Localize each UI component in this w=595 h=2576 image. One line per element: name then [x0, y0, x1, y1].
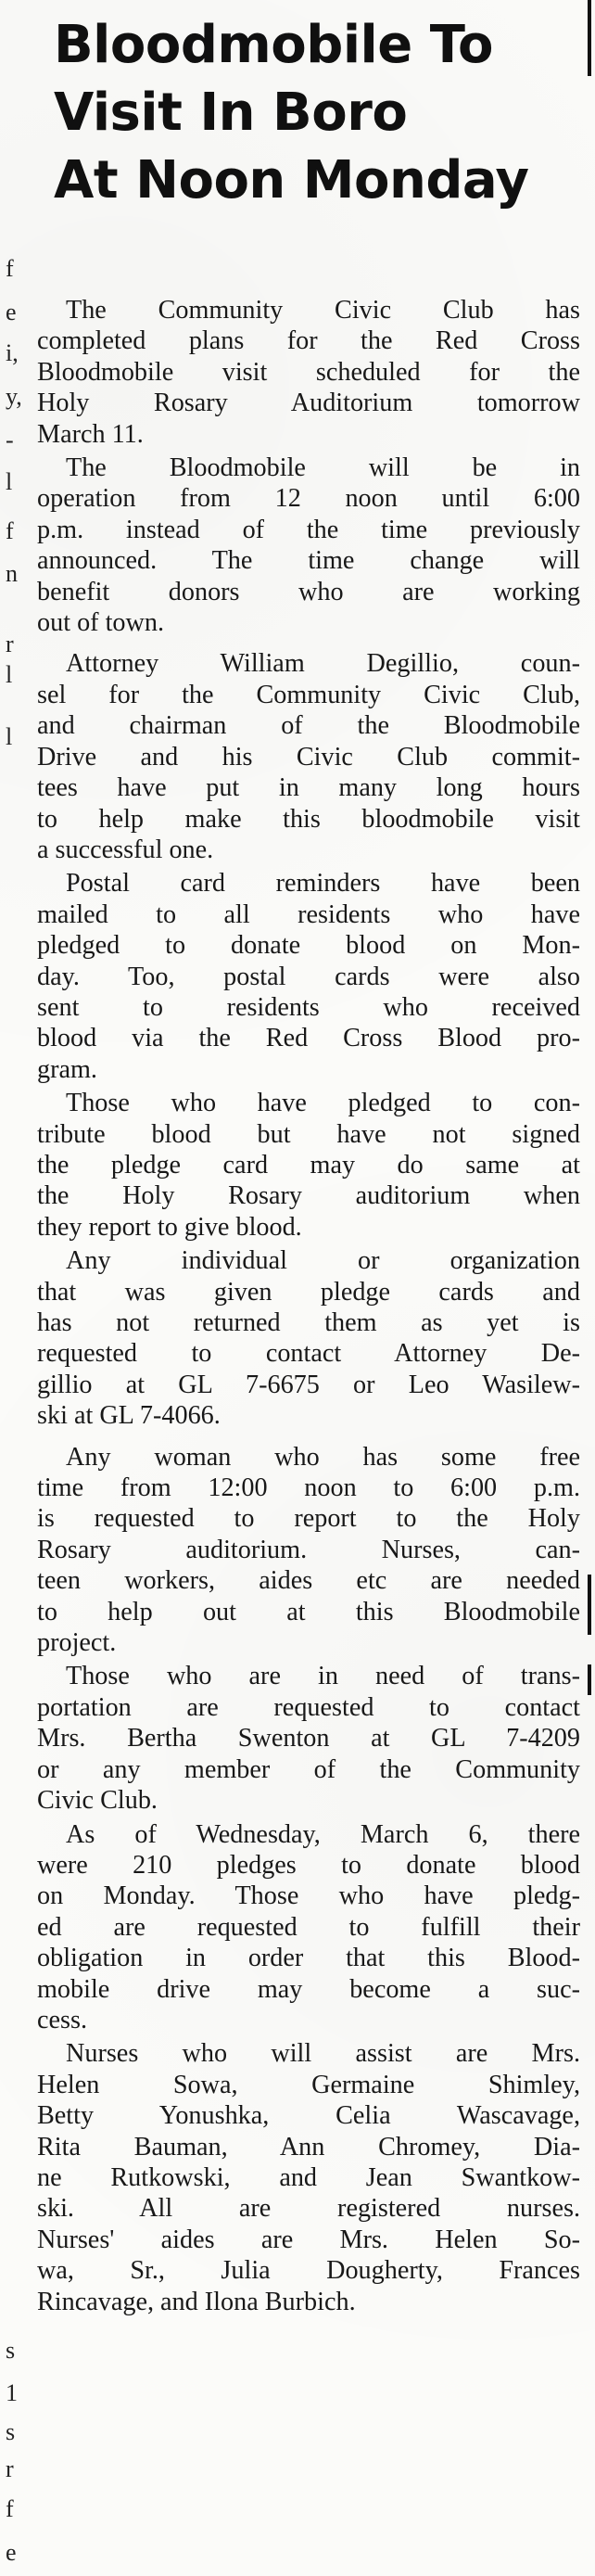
text-line: The Bloodmobile will be in: [66, 453, 580, 483]
news-article: [37, 11, 582, 2547]
text-line: March 11.: [37, 419, 144, 449]
text-line: wa, Sr., Julia Dougherty, Frances: [37, 2256, 580, 2286]
text-line: they report to give blood.: [37, 1212, 302, 1242]
text-line: has not returned them as yet is: [37, 1308, 580, 1337]
text-line: announced. The time change will: [37, 546, 580, 576]
left-text-fragment: s: [6, 2418, 16, 2445]
left-text-fragment: r: [6, 631, 14, 657]
left-text-fragment: e: [6, 2539, 17, 2566]
left-text-fragment: -: [6, 427, 14, 453]
text-line: Those who are in need of trans-: [66, 1662, 580, 1691]
text-line: on Monday. Those who have pledg-: [37, 1881, 580, 1911]
text-line: Any woman who has some free: [66, 1442, 580, 1472]
article-paragraph: [37, 648, 580, 865]
text-line: were 210 pledges to donate blood: [37, 1850, 580, 1880]
text-line: a successful one.: [37, 835, 214, 864]
text-line: Any individual or organization: [66, 1246, 580, 1276]
text-line: or any member of the Community: [37, 1754, 580, 1784]
text-line: benefit donors who are working: [37, 577, 580, 606]
text-line: time from 12:00 noon to 6:00 p.m.: [37, 1473, 580, 1503]
text-line: ski. All are registered nurses.: [37, 2194, 580, 2224]
text-line: out of town.: [37, 608, 165, 638]
text-line: Civic Club.: [37, 1786, 158, 1816]
article-paragraph: [37, 295, 580, 450]
column-rule-right-lower: [588, 1664, 591, 1695]
article-body: [37, 295, 580, 2320]
text-line: sel for the Community Civic Club,: [37, 680, 580, 709]
text-line: pledged to donate blood on Mon-: [37, 931, 580, 961]
text-line: Rosary auditorium. Nurses, can-: [37, 1535, 580, 1564]
left-text-fragment: 1: [6, 2379, 18, 2406]
left-text-fragment: f: [6, 2495, 14, 2522]
left-text-fragment: f: [6, 255, 14, 282]
text-line: operation from 12 noon until 6:00: [37, 484, 580, 514]
headline-line: Visit In Boro: [54, 83, 408, 143]
left-text-fragment: i,: [6, 339, 19, 366]
text-line: gillio at GL 7-6675 or Leo Wasilew-: [37, 1370, 580, 1399]
text-line: Those who have pledged to con-: [66, 1089, 580, 1118]
text-line: mailed to all residents who have: [37, 899, 580, 929]
text-line: p.m. instead of the time previously: [37, 515, 580, 544]
text-line: and chairman of the Bloodmobile: [37, 711, 580, 741]
headline-line: At Noon Monday: [54, 150, 529, 210]
text-line: blood via the Red Cross Blood pro-: [37, 1024, 580, 1053]
text-line: completed plans for the Red Cross: [37, 326, 580, 356]
text-line: cess.: [37, 2005, 88, 2034]
article-headline: [37, 11, 582, 214]
text-line: the Holy Rosary auditorium when: [37, 1181, 580, 1211]
text-line: ski at GL 7-4066.: [37, 1401, 221, 1431]
text-line: Betty Yonushka, Celia Wascavage,: [37, 2101, 580, 2131]
text-line: Bloodmobile visit scheduled for the: [37, 357, 580, 387]
article-paragraph: [37, 1661, 580, 1816]
left-text-fragment: n: [6, 560, 18, 587]
left-text-fragment: l: [6, 661, 13, 688]
text-line: Drive and his Civic Club commit-: [37, 742, 580, 772]
text-line: Holy Rosary Auditorium tomorrow: [37, 389, 580, 418]
text-line: to help make this bloodmobile visit: [37, 804, 580, 834]
left-text-fragment: s: [6, 2337, 16, 2364]
text-line: to help out at this Bloodmobile: [37, 1597, 580, 1626]
text-line: portation are requested to contact: [37, 1692, 580, 1722]
text-line: tribute blood but have not signed: [37, 1119, 580, 1149]
headline-line: Bloodmobile To: [54, 15, 493, 75]
text-line: As of Wednesday, March 6, there: [66, 1819, 580, 1849]
text-line: Nurses' aides are Mrs. Helen So-: [37, 2225, 580, 2254]
text-line: Attorney William Degillio, coun-: [66, 649, 580, 679]
text-line: teen workers, aides etc are needed: [37, 1566, 580, 1596]
column-rule-right-middle: [588, 1575, 591, 1635]
text-line: day. Too, postal cards were also: [37, 962, 580, 991]
adjacent-column-fragment: [0, 0, 24, 2576]
article-paragraph: [37, 1245, 580, 1431]
text-line: requested to contact Attorney De-: [37, 1339, 580, 1369]
paragraph-spacer: [37, 641, 580, 648]
left-text-fragment: l: [6, 723, 13, 750]
article-paragraph: [37, 868, 580, 1085]
text-line: sent to residents who received: [37, 992, 580, 1022]
text-line: is requested to report to the Holy: [37, 1504, 580, 1534]
text-line: mobile drive may become a suc-: [37, 1974, 580, 2004]
left-text-fragment: l: [6, 468, 13, 495]
article-paragraph: [37, 1819, 580, 2036]
text-line: The Community Civic Club has: [66, 296, 580, 325]
text-line: Rita Bauman, Ann Chromey, Dia-: [37, 2132, 580, 2162]
left-text-fragment: e: [6, 299, 17, 325]
paragraph-spacer: [37, 1435, 580, 1442]
article-paragraph: [37, 1442, 580, 1659]
text-line: Mrs. Bertha Swenton at GL 7-4209: [37, 1724, 580, 1753]
text-line: that was given pledge cards and: [37, 1277, 580, 1307]
left-text-fragment: f: [6, 517, 14, 544]
text-line: Postal card reminders have been: [66, 869, 580, 899]
text-line: Helen Sowa, Germaine Shimley,: [37, 2070, 580, 2099]
text-line: ed are requested to fulfill their: [37, 1912, 580, 1942]
text-line: gram.: [37, 1054, 97, 1084]
text-line: obligation in order that this Blood-: [37, 1944, 580, 1973]
left-text-fragment: r: [6, 2455, 14, 2482]
article-paragraph: [37, 1088, 580, 1243]
left-text-fragment: y,: [6, 383, 22, 410]
article-paragraph: [37, 2038, 580, 2317]
text-line: project.: [37, 1628, 117, 1658]
text-line: Rincavage, and Ilona Burbich.: [37, 2287, 356, 2316]
column-rule-right-top: [588, 0, 591, 76]
text-line: Nurses who will assist are Mrs.: [66, 2039, 580, 2069]
article-paragraph: [37, 453, 580, 638]
text-line: the pledge card may do same at: [37, 1150, 580, 1180]
text-line: tees have put in many long hours: [37, 773, 580, 803]
text-line: ne Rutkowski, and Jean Swantkow-: [37, 2162, 580, 2192]
